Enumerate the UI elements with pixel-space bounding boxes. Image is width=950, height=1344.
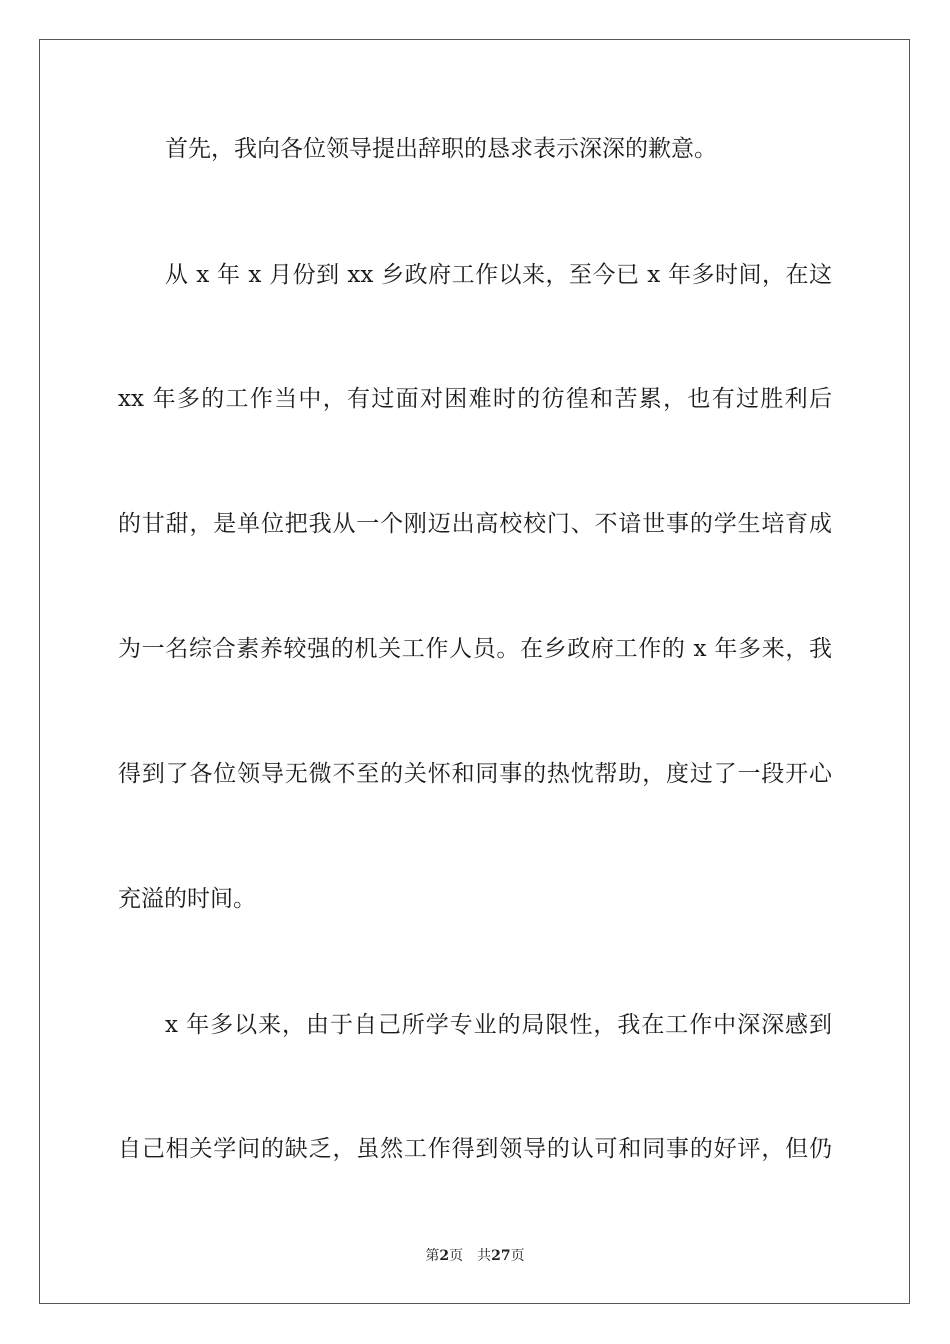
- footer-page-prefix: 第: [425, 1248, 440, 1264]
- paragraph-line-6: 得到了各位领导无微不至的关怀和同事的热忱帮助，度过了一段开心: [118, 761, 832, 787]
- paragraph-line-3: xx 年多的工作当中，有过面对困难时的彷徨和苦累，也有过胜利后: [118, 386, 832, 412]
- footer-total-prefix: 共: [477, 1248, 492, 1264]
- paragraph-line-1: 首先，我向各位领导提出辞职的恳求表示深深的歉意。: [165, 136, 717, 162]
- paragraph-line-2: 从 x 年 x 月份到 xx 乡政府工作以来，至今已 x 年多时间，在这: [165, 262, 832, 288]
- page-footer: [0, 1247, 950, 1265]
- footer-page-suffix: 页: [449, 1248, 464, 1264]
- paragraph-line-5: 为一名综合素养较强的机关工作人员。在乡政府工作的 x 年多来，我: [118, 636, 832, 662]
- paragraph-line-7: 充溢的时间。: [118, 886, 256, 912]
- paragraph-line-4: 的甘甜，是单位把我从一个刚迈出高校校门、不谙世事的学生培育成: [118, 511, 832, 537]
- paragraph-line-8: x 年多以来，由于自己所学专业的局限性，我在工作中深深感到: [165, 1012, 832, 1038]
- footer-total-pages: 27: [491, 1248, 511, 1264]
- page-border: [39, 39, 910, 1304]
- footer-total-suffix: 页: [510, 1248, 525, 1264]
- footer-page-number: 2: [439, 1248, 450, 1264]
- paragraph-line-9: 自己相关学问的缺乏，虽然工作得到领导的认可和同事的好评，但仍: [118, 1136, 832, 1162]
